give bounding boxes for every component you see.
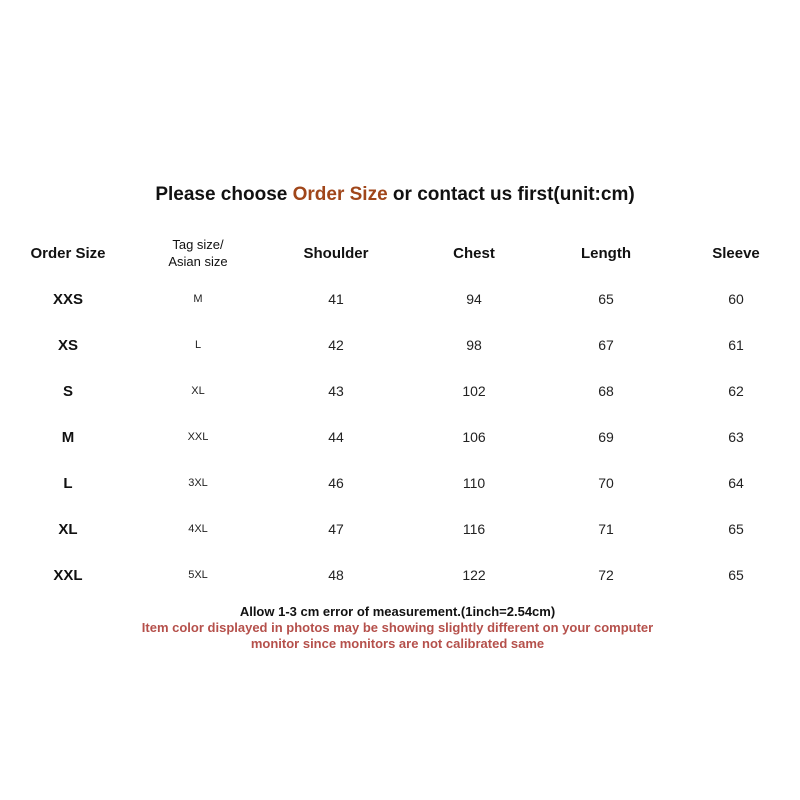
length-cell: 70 xyxy=(598,475,614,491)
length-cell: 67 xyxy=(598,337,614,353)
chest-cell: 110 xyxy=(462,475,486,491)
table-row xyxy=(0,552,800,598)
table-row xyxy=(0,414,800,460)
measurement-notes xyxy=(0,604,795,652)
measurement-error-note: Allow 1-3 cm error of measurement.(1inch=2.54cm) xyxy=(239,604,556,619)
chest-cell: 122 xyxy=(462,567,486,583)
size-chart-table xyxy=(0,230,800,598)
title-suffix: or contact us first(unit:cm) xyxy=(387,184,635,205)
chest-cell: 98 xyxy=(466,337,482,353)
shoulder-cell: 41 xyxy=(328,291,344,307)
header-tag-size xyxy=(148,230,248,276)
chest-cell: 106 xyxy=(462,429,486,445)
sleeve-cell: 60 xyxy=(728,291,744,307)
length-cell: 68 xyxy=(598,383,614,399)
header-shoulder: Shoulder xyxy=(303,244,369,262)
shoulder-cell: 43 xyxy=(328,383,344,399)
table-row xyxy=(0,460,800,506)
header-order-size: Order Size xyxy=(30,244,106,262)
chest-cell: 94 xyxy=(466,291,482,307)
shoulder-cell: 42 xyxy=(328,337,344,353)
table-row xyxy=(0,506,800,552)
sleeve-cell: 65 xyxy=(728,567,744,583)
shoulder-cell: 46 xyxy=(328,475,344,491)
table-row xyxy=(0,368,800,414)
header-chest: Chest xyxy=(453,244,495,262)
sleeve-cell: 65 xyxy=(728,521,744,537)
tag-size-cell: XL xyxy=(191,385,205,397)
order-size-cell: XS xyxy=(57,336,78,354)
shoulder-cell: 47 xyxy=(328,521,344,537)
sleeve-cell: 63 xyxy=(728,429,744,445)
header-sleeve: Sleeve xyxy=(712,244,760,262)
order-size-cell: XXL xyxy=(53,566,83,584)
title-accent: Order Size xyxy=(292,184,388,205)
order-size-cell: L xyxy=(63,474,73,492)
length-cell: 69 xyxy=(598,429,614,445)
order-size-cell: M xyxy=(61,428,75,446)
length-cell: 71 xyxy=(598,521,614,537)
order-size-cell: S xyxy=(62,382,73,400)
sleeve-cell: 64 xyxy=(728,475,744,491)
tag-size-cell: L xyxy=(194,339,202,351)
shoulder-cell: 44 xyxy=(328,429,344,445)
length-cell: 72 xyxy=(598,567,614,583)
header-tag-line2: Asian size xyxy=(168,254,228,269)
tag-size-cell: M xyxy=(193,293,203,305)
chest-cell: 102 xyxy=(462,383,486,399)
tag-size-cell: 3XL xyxy=(188,477,208,489)
sleeve-cell: 62 xyxy=(728,383,744,399)
tag-size-cell: XXL xyxy=(187,431,209,443)
shoulder-cell: 48 xyxy=(328,567,344,583)
sleeve-cell: 61 xyxy=(728,337,744,353)
tag-size-cell: 5XL xyxy=(188,569,208,581)
table-row xyxy=(0,322,800,368)
order-size-cell: XL xyxy=(58,520,78,538)
length-cell: 65 xyxy=(598,291,614,307)
order-size-cell: XXS xyxy=(52,290,83,308)
page-title xyxy=(0,184,790,206)
color-disclaimer-line1: Item color displayed in photos may be showing slightly different on your computer xyxy=(141,620,654,635)
chest-cell: 116 xyxy=(462,521,486,537)
table-row xyxy=(0,276,800,322)
tag-size-cell: 4XL xyxy=(188,523,208,535)
table-header-row xyxy=(0,230,800,276)
title-prefix: Please choose xyxy=(155,184,293,205)
header-length: Length xyxy=(581,244,631,262)
color-disclaimer-line2: monitor since monitors are not calibrated same xyxy=(250,636,545,651)
header-tag-line1: Tag size/ xyxy=(172,237,224,252)
